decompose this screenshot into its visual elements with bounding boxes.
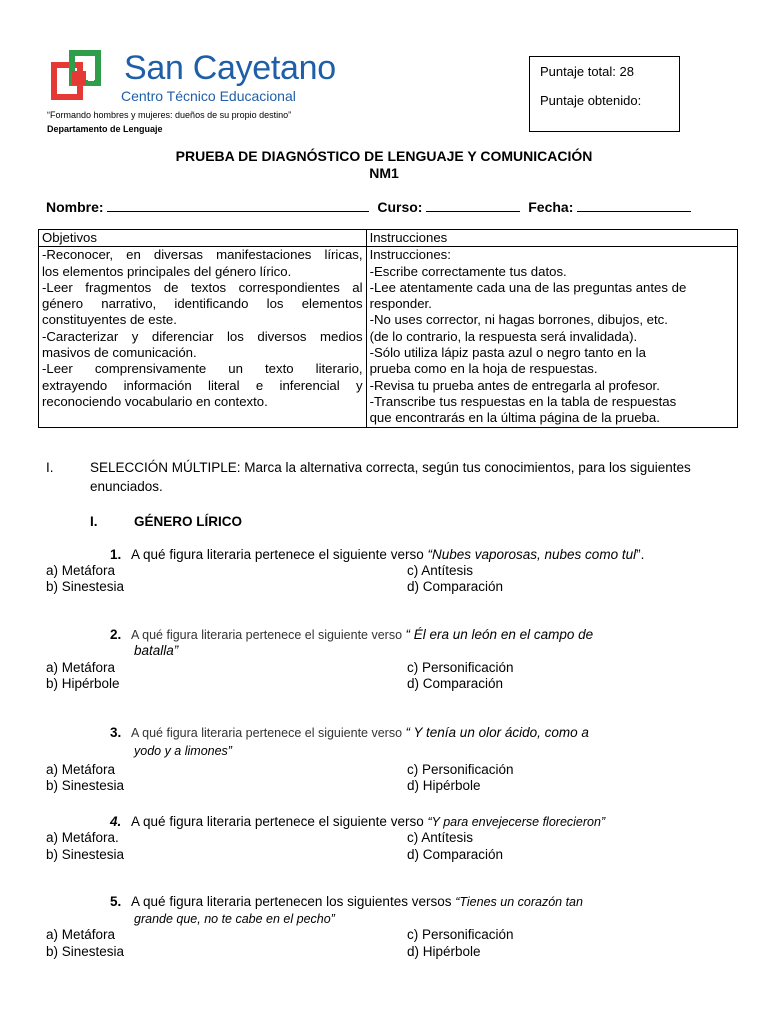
section-text-line2: enunciados. <box>90 479 163 494</box>
option-d[interactable]: d) Hipérbole <box>407 778 481 793</box>
name-label: Nombre: <box>46 199 104 215</box>
option-d[interactable]: d) Comparación <box>407 847 504 862</box>
question-verse: “Nubes vaporosas, nubes como tul <box>427 547 637 562</box>
question-verse: “Y para envejecerse florecieron” <box>427 815 606 829</box>
question-verse: “ Él era un león en el campo de <box>405 627 594 642</box>
objective-line: -Leer comprensivamente un texto literario, <box>42 361 363 377</box>
score-box <box>529 56 680 132</box>
instruction-line: que encontrarás en la última página de la prueba. <box>369 410 660 426</box>
instructions-header: Instrucciones <box>366 230 737 247</box>
question-verse-line2: yodo y a limones” <box>134 744 232 758</box>
objective-line: reconociendo vocabulario en contexto. <box>42 393 268 409</box>
instruction-line: -No uses corrector, ni hagas borrones, dibujos, etc. <box>369 312 668 328</box>
option-b[interactable]: b) Sinestesia <box>46 847 125 862</box>
instruction-line: -Lee atentamente cada una de las preguntas antes de <box>369 279 687 295</box>
option-a[interactable]: a) Metáfora <box>46 563 116 578</box>
course-blank[interactable] <box>426 198 520 212</box>
question-1 <box>110 547 644 563</box>
option-d[interactable]: d) Hipérbole <box>407 944 481 959</box>
question-3 <box>110 725 589 741</box>
objective-line: -Caracterizar y diferenciar los diversos medios <box>42 328 363 344</box>
option-a[interactable]: a) Metáfora. <box>46 830 119 845</box>
course-label: Curso: <box>377 199 423 215</box>
instruction-line: -Sólo utiliza lápiz pasta azul o negro tanto en la <box>369 345 646 361</box>
option-c[interactable]: c) Antítesis <box>407 563 474 578</box>
subsection-heading: GÉNERO LÍRICO <box>134 514 243 529</box>
question-verse-line2: grande que, no te cabe en el pecho” <box>134 912 335 926</box>
date-label: Fecha: <box>528 199 574 215</box>
name-blank[interactable] <box>107 198 369 212</box>
question-verse-line2: batalla” <box>134 643 179 658</box>
section-text-line1: Marca la alternativa correcta, según tus conocimientos, para los siguientes <box>240 460 691 475</box>
question-number: 5. <box>110 894 122 909</box>
instruction-line: (de lo contrario, la respuesta será invalidada). <box>369 328 638 344</box>
option-a[interactable]: a) Metáfora <box>46 660 116 675</box>
question-verse-end: ”. <box>636 547 645 562</box>
school-name: San Cayetano <box>124 49 336 87</box>
objective-line: masivos de comunicación. <box>42 345 197 361</box>
school-motto: “Formando hombres y mujeres: dueños de su propio destino” <box>47 110 292 120</box>
score-obtained: Puntaje obtenido: <box>540 93 642 108</box>
question-number: 4. <box>110 814 122 829</box>
department-label: Departamento de Lenguaje <box>47 124 163 134</box>
school-logo-icon <box>50 49 118 107</box>
option-b[interactable]: b) Sinestesia <box>46 944 125 959</box>
score-total: Puntaje total: 28 <box>540 64 634 79</box>
question-verse: “Tienes un corazón tan <box>455 895 583 909</box>
objective-line: extrayendo información literal e inferencial y <box>42 377 363 393</box>
student-data-line <box>46 198 691 216</box>
instruction-line: responder. <box>369 296 432 312</box>
subsection-numeral: I. <box>90 514 98 529</box>
instruction-line: -Revisa tu prueba antes de entregarla al profesor. <box>369 377 660 393</box>
question-prompt: A qué figura literaria pertenecen los siguientes versos <box>131 894 456 909</box>
option-c[interactable]: c) Personificación <box>407 762 514 777</box>
question-number: 1. <box>110 547 122 562</box>
option-d[interactable]: d) Comparación <box>407 579 504 594</box>
option-c[interactable]: c) Antítesis <box>407 830 474 845</box>
question-prompt: A qué figura literaria pertenece el siguiente verso <box>131 814 428 829</box>
objective-line: -Leer fragmentos de textos correspondientes al <box>42 279 363 295</box>
section-heading: SELECCIÓN MÚLTIPLE: <box>90 460 241 475</box>
option-b[interactable]: b) Hipérbole <box>46 676 120 691</box>
question-4 <box>110 814 605 830</box>
question-prompt: A qué figura literaria pertenece el siguiente verso <box>131 726 406 740</box>
option-c[interactable]: c) Personificación <box>407 927 514 942</box>
instruction-line: -Escribe correctamente tus datos. <box>369 263 567 279</box>
question-2 <box>110 627 593 643</box>
question-number: 3. <box>110 725 122 740</box>
objective-line: constituyentes de este. <box>42 312 177 328</box>
option-a[interactable]: a) Metáfora <box>46 762 116 777</box>
instruction-line: Instrucciones: <box>369 247 451 263</box>
objectives-cell <box>39 247 367 427</box>
objective-line: los elementos principales del género lírico. <box>42 263 292 279</box>
objective-line: género narrativo, identificando los elementos <box>42 296 363 312</box>
page-title-line1: PRUEBA DE DIAGNÓSTICO DE LENGUAJE Y COMUNICACIÓN <box>175 148 593 164</box>
date-blank[interactable] <box>577 198 691 212</box>
instruction-line: -Transcribe tus respuestas en la tabla de respuestas <box>369 393 677 409</box>
option-c[interactable]: c) Personificación <box>407 660 514 675</box>
school-subtitle: Centro Técnico Educacional <box>121 88 296 104</box>
question-number: 2. <box>110 627 122 642</box>
option-d[interactable]: d) Comparación <box>407 676 504 691</box>
instruction-line: prueba como en la hoja de respuestas. <box>369 361 598 377</box>
question-verse: “ Y tenía un olor ácido, como a <box>405 725 589 740</box>
option-b[interactable]: b) Sinestesia <box>46 778 125 793</box>
objectives-instructions-table <box>38 229 738 428</box>
question-prompt: A qué figura literaria pertenece el siguiente verso <box>131 628 406 642</box>
option-b[interactable]: b) Sinestesia <box>46 579 125 594</box>
question-5 <box>110 894 583 910</box>
section-instruction <box>90 460 691 476</box>
objective-line: -Reconocer, en diversas manifestaciones líricas, <box>42 247 363 263</box>
option-a[interactable]: a) Metáfora <box>46 927 116 942</box>
page-title <box>0 148 768 182</box>
objectives-header: Objetivos <box>39 230 367 247</box>
question-prompt: A qué figura literaria pertenece el siguiente verso <box>131 547 428 562</box>
page-title-line2: NM1 <box>369 165 399 181</box>
instructions-cell <box>366 247 737 427</box>
section-numeral: I. <box>46 460 54 475</box>
